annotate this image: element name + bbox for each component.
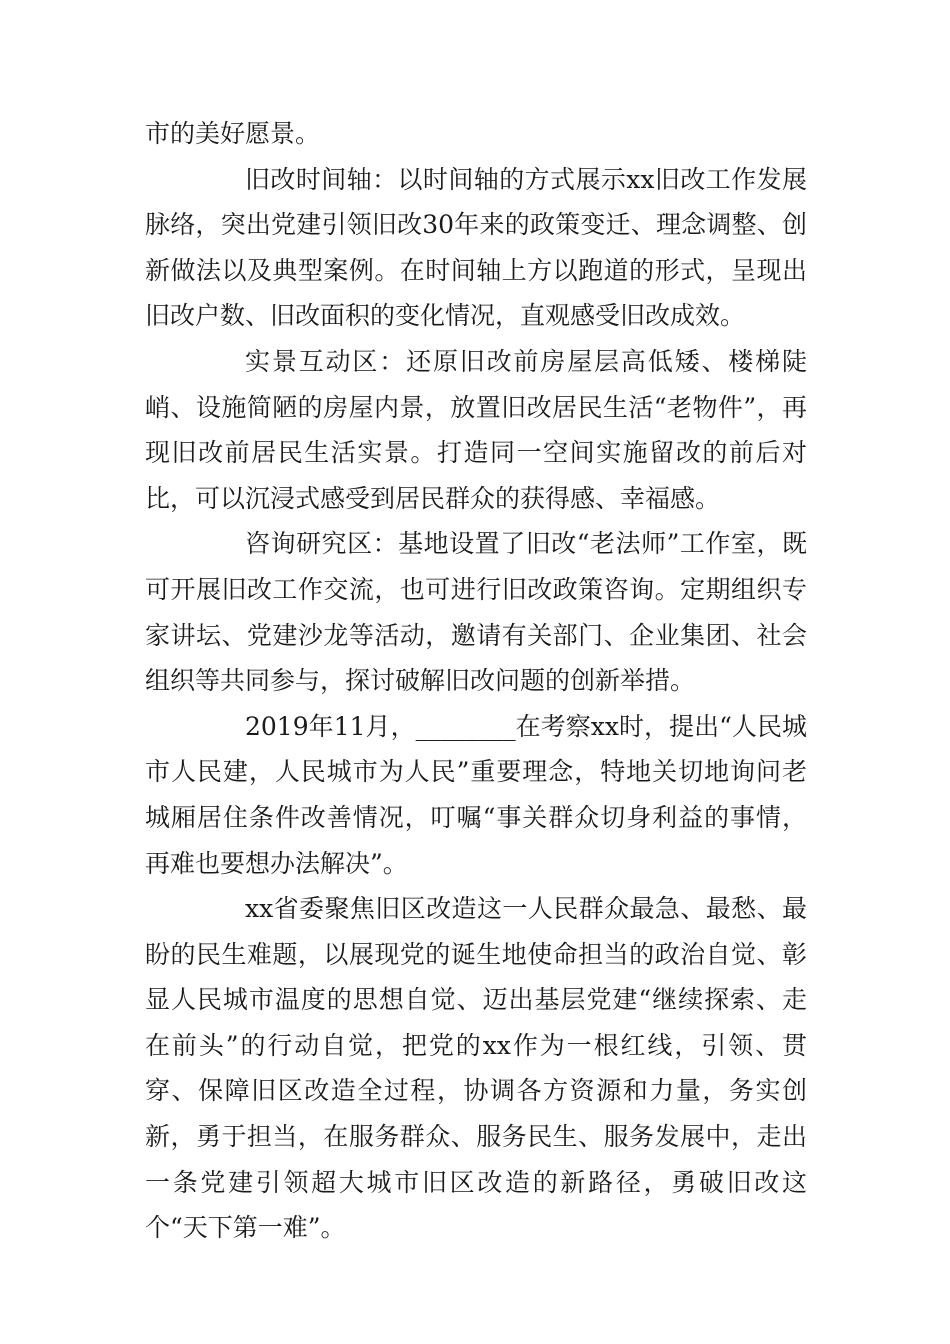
document-body — [145, 111, 807, 1251]
paragraph-interactive-zone: 实景互动区：还原旧改前房屋层高低矮、楼梯陡峭、设施简陋的房屋内景，放置旧改居民生活“老物件”，再现旧改前居民生活实景。打造同一空间实施留改的前后对比，可以沉浸式感受到居民群众的获得感、幸福感。 — [145, 346, 807, 513]
paragraph-2019-visit: 2019年11月，________在考察xx时，提出“人民城市人民建，人民城市为人民”重要理念，特地关切地询问老城厢居住条件改善情况，叮嘱“事关群众切身利益的事情，再难也要想办法解决”。 — [145, 711, 807, 878]
paragraph-timeline: 旧改时间轴：以时间轴的方式展示xx旧改工作发展脉络，突出党建引领旧改30年来的政策变迁、理念调整、创新做法以及典型案例。在时间轴上方以跑道的形式，呈现出旧改户数、旧改面积的变化情况，直观感受旧改成效。 — [145, 164, 807, 331]
paragraph-provincial-committee: xx省委聚焦旧区改造这一人民群众最急、最愁、最盼的民生难题，以展现党的诞生地使命担当的政治自觉、彰显人民城市温度的思想自觉、迈出基层党建“继续探索、走在前头”的行动自觉，把党的xx作为一根红线，引领、贯穿、保障旧区改造全过程，协调各方资源和力量，务实创新，勇于担当，在服务群众、服务民生、服务发展中，走出一条党建引领超大城市旧区改造的新路径，勇破旧改这个“天下第一难”。 — [145, 894, 807, 1243]
paragraph-continuation: 市的美好愿景。 — [145, 119, 321, 148]
paragraph-consultation-zone: 咨询研究区：基地设置了旧改“老法师”工作室，既可开展旧改工作交流，也可进行旧改政策咨询。定期组织专家讲坛、党建沙龙等活动，邀请有关部门、企业集团、社会组织等共同参与，探讨破解旧改问题的创新举措。 — [145, 529, 807, 696]
